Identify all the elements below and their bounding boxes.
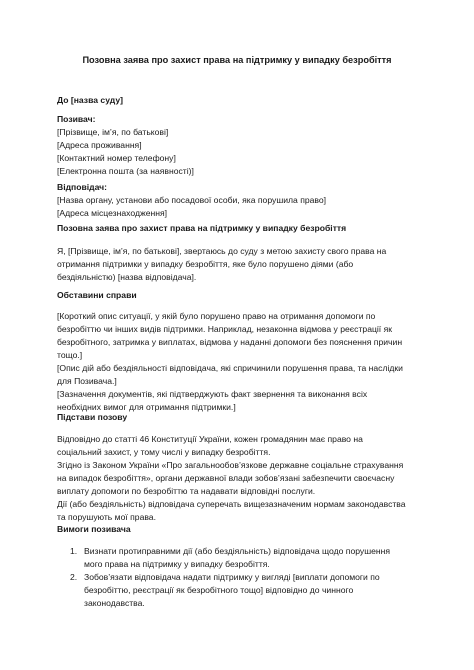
defendant-line: [Адреса місцезнаходження] bbox=[57, 208, 168, 218]
circumstances-line: [Короткий опис ситуації, у якій було порушено право на отримання допомоги по bbox=[57, 311, 376, 321]
list-item-line: безробіттю, реєстрації як безробітного тощо] відповідно до чинного bbox=[84, 585, 354, 595]
intro-line: отримання підтримки у випадку безробіття, яке було порушено діями (або bbox=[57, 259, 354, 269]
grounds-line: Згідно із Законом України «Про загальнообов’язкове державне соціальне страхування bbox=[57, 460, 404, 470]
plaintiff-line: [Прізвище, ім’я, по батькові] bbox=[57, 127, 169, 137]
plaintiff-heading: Позивач: bbox=[57, 114, 96, 124]
intro-line: Я, [Прізвище, ім’я, по батькові], звертаюсь до суду з метою захисту свого права на bbox=[57, 246, 387, 256]
grounds-line: та порушують мої права. bbox=[57, 512, 156, 522]
defendant-section bbox=[57, 181, 427, 220]
document-title: Позовна заява про захист права на підтримку у випадку безробіття bbox=[82, 55, 392, 65]
list-item bbox=[57, 571, 427, 610]
plaintiff-line: [Електронна пошта (за наявності)] bbox=[57, 166, 194, 176]
plaintiff-section bbox=[57, 113, 427, 178]
list-item-line: Визнати протиправними дії (або бездіяльність) відповідача щодо порушення bbox=[84, 546, 391, 556]
grounds-line: соціальний захист, у тому числі у випадку безробіття. bbox=[57, 447, 271, 457]
list-item-line: законодавства. bbox=[84, 598, 145, 608]
demands-heading: Вимоги позивача bbox=[57, 524, 131, 534]
plaintiff-line: [Контактний номер телефону] bbox=[57, 153, 176, 163]
list-number: 1. bbox=[70, 546, 78, 556]
circumstances-line: [Опис дій або бездіяльності відповідача, які спричинили порушення права, та наслідки bbox=[57, 363, 403, 373]
list-item-line: Зобов’язати відповідача надати підтримку у вигляді [виплати допомоги по bbox=[84, 572, 380, 582]
grounds-line: Відповідно до статті 46 Конституції України, кожен громадянин має право на bbox=[57, 434, 363, 444]
circumstances-line: для Позивача.] bbox=[57, 376, 117, 386]
grounds-heading: Підстави позову bbox=[57, 412, 128, 422]
defendant-line: [Назва органу, установи або посадової особи, яка порушила право] bbox=[57, 195, 327, 205]
circumstances-heading: Обставини справи bbox=[57, 290, 137, 300]
circumstances-line: необхідних вимог для отримання підтримки.] bbox=[57, 402, 236, 412]
circumstances-line: безробітного, затримка у виплатах, відмова у наданні допомоги без пояснення причин bbox=[57, 337, 403, 347]
demands-list bbox=[57, 545, 427, 610]
intro-paragraph bbox=[57, 245, 427, 284]
plaintiff-line: [Адреса проживання] bbox=[57, 140, 142, 150]
list-item bbox=[57, 545, 427, 571]
list-number: 2. bbox=[70, 572, 78, 582]
circumstances-line: безробіттю чи інших видів підтримки. Наприклад, незаконна відмова у реєстрації як bbox=[57, 324, 392, 334]
claim-title: Позовна заява про захист права на підтримку у випадку безробіття bbox=[57, 223, 347, 233]
grounds-line: виплату допомоги по безробіттю та надавати відповідні послуги. bbox=[57, 486, 316, 496]
grounds-paragraph bbox=[57, 433, 427, 524]
court-line: До [назва суду] bbox=[57, 95, 123, 105]
grounds-line: на випадок безробіття», органи державної влади зобов’язані забезпечити своєчасну bbox=[57, 473, 395, 483]
circumstances-line: тощо.] bbox=[57, 350, 83, 360]
circumstances-line: [Зазначення документів, які підтверджують факт звернення та виконання всіх bbox=[57, 389, 368, 399]
grounds-line: Дії (або бездіяльність) відповідача суперечать вищезазначеним нормам законодавства bbox=[57, 499, 406, 509]
list-item-line: мого права на підтримку у випадку безробіття. bbox=[84, 559, 270, 569]
intro-line: бездіяльністю) [назва відповідача]. bbox=[57, 272, 197, 282]
circumstances-paragraph bbox=[57, 310, 427, 414]
defendant-heading: Відповідач: bbox=[57, 182, 108, 192]
